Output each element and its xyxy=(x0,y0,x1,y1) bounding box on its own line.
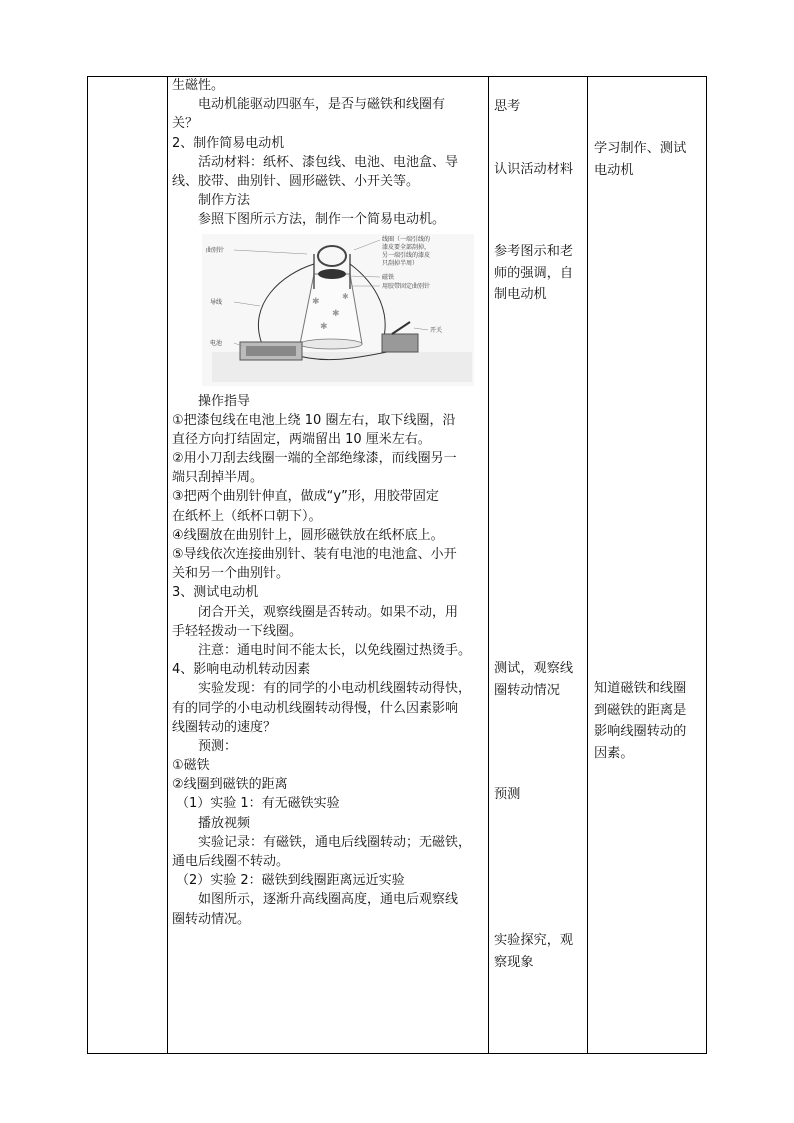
text-line: 实验探究，观 xyxy=(494,933,574,948)
text-line: ①把漆包线在电池上绕 10 圈左右，取下线圈，沿 xyxy=(172,412,456,428)
text-line: ③把两个曲别针伸直，做成“y”形，用胶带固定 xyxy=(172,489,439,505)
text-line: 生磁性。 xyxy=(172,78,225,93)
coil-note: 另一端引线的漆皮 xyxy=(382,251,431,259)
text-line: 圈转动情况。 xyxy=(172,911,251,927)
text-line: 播放视频 xyxy=(198,815,251,831)
text-line: 在纸杯上（纸杯口朝下）。 xyxy=(172,508,322,524)
text-line: 预测 xyxy=(494,787,521,802)
svg-text:✱: ✱ xyxy=(312,296,320,307)
text-line: 闭合开关，观察线圈是否转动。如果不动，用 xyxy=(198,604,459,620)
column-divider xyxy=(587,76,588,1054)
svg-text:✱: ✱ xyxy=(320,321,328,332)
text-line: 关？ xyxy=(172,116,199,132)
text-line: 因素。 xyxy=(594,745,634,761)
text-line: 实验记录：有磁铁，通电后线圈转动；无磁铁， xyxy=(198,834,472,850)
text-line: 有的同学的小电动机线圈转动得慢，什么因素影响 xyxy=(172,700,459,716)
clip-label: 曲别针 xyxy=(206,246,225,254)
text-line: 活动材料：纸杯、漆包线、电池、电池盒、导 xyxy=(198,154,459,170)
text-line: 实验发现：有的同学的小电动机线圈转动得快， xyxy=(198,681,472,697)
text-line: 思考 xyxy=(494,99,521,114)
column-divider xyxy=(167,76,168,1054)
text-line: 线、胶带、曲别针、圆形磁铁、小开关等。 xyxy=(172,173,420,189)
svg-text:✱: ✱ xyxy=(342,291,349,301)
text-line: 测试，观察线 xyxy=(494,661,574,676)
text-line: ②线圈到磁铁的距离 xyxy=(172,777,288,793)
text-line: 参考图示和老 xyxy=(494,244,574,259)
svg-text:✱: ✱ xyxy=(332,308,340,319)
coil-note: 线圈（一端引线的 xyxy=(382,235,431,243)
text-line: 预测： xyxy=(198,738,238,754)
text-line: 察现象 xyxy=(494,954,534,970)
text-line: 通电后线圈不转动。 xyxy=(172,854,290,869)
text-line: ⑤导线依次连接曲别针、装有电池的电池盒、小开 xyxy=(172,547,457,562)
text-line: 手轻轻拨动一下线圈。 xyxy=(172,623,303,639)
text-line: 关和另一个曲别针。 xyxy=(172,566,290,582)
coil-note: 只刮掉半周） xyxy=(382,259,419,267)
text-line: 师的强调，自 xyxy=(494,265,574,281)
text-line: 注意：通电时间不能太长，以免线圈过热烫手。 xyxy=(198,642,472,658)
text-line: 学习制作、测试 xyxy=(594,141,687,156)
text-line: 制作方法 xyxy=(198,193,251,209)
text-line: 认识活动材料 xyxy=(494,162,574,177)
text-line: （2）实验 2：磁铁到线圈距离远近实验 xyxy=(176,873,405,889)
text-line: ②用小刀刮去线圈一端的全部绝缘漆，而线圈另一 xyxy=(172,451,457,467)
wire-label: 导线 xyxy=(210,298,223,306)
section-heading: 2、制作简易电动机 xyxy=(172,135,285,151)
magnet-label: 磁铁 xyxy=(382,273,395,281)
text-line: 参照下图所示方法，制作一个简易电动机。 xyxy=(198,212,446,228)
switch-label: 开关 xyxy=(430,326,443,334)
text-line: 端只刮掉半周。 xyxy=(172,470,264,486)
coil-note: 漆皮要全部刮掉， xyxy=(382,243,431,251)
text-line: ④线圈放在曲别针上，圆形磁铁放在纸杯底上。 xyxy=(172,527,444,543)
text-line: 知道磁铁和线圈 xyxy=(594,681,687,696)
activities-column xyxy=(172,76,484,929)
text-line: 到磁铁的距离是 xyxy=(594,702,687,718)
tape-label: 用胶带固定曲别针 xyxy=(382,282,431,290)
text-line: （1）实验 1：有无磁铁实验 xyxy=(176,796,340,812)
text-line: 直径方向打结固定，两端留出 10 厘米左右。 xyxy=(172,431,431,447)
text-line: 制电动机 xyxy=(494,287,547,302)
text-line: ①磁铁 xyxy=(172,758,210,774)
text-line: 圈转动情况 xyxy=(494,682,560,698)
text-line: 如图所示，逐渐升高线圈高度，通电后观察线 xyxy=(198,892,459,908)
text-line: 电动机能驱动四驱车，是否与磁铁和线圈有 xyxy=(198,97,446,113)
text-line: 影响线圈转动的 xyxy=(594,724,687,739)
section-heading: 3、测试电动机 xyxy=(172,585,259,601)
motor-diagram xyxy=(202,234,474,386)
text-line: 电动机 xyxy=(594,162,634,178)
battery-label: 电池 xyxy=(210,339,223,347)
text-line: 线圈转动的速度？ xyxy=(172,719,277,735)
text-line: 操作指导 xyxy=(198,393,251,409)
column-divider xyxy=(488,76,489,1054)
section-heading: 4、影响电动机转动因素 xyxy=(172,662,311,678)
